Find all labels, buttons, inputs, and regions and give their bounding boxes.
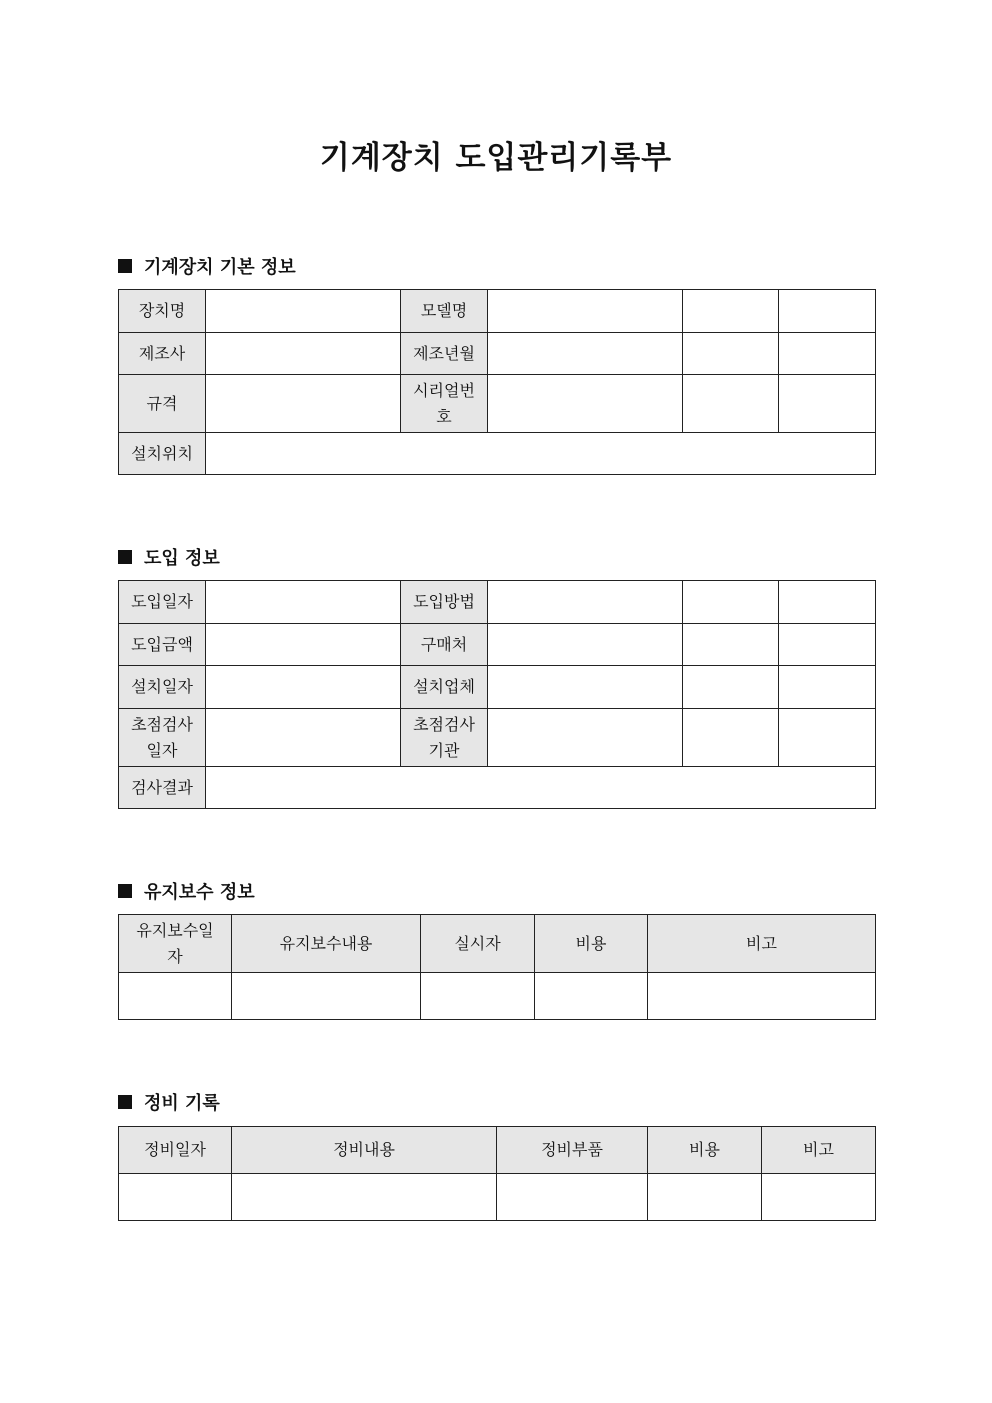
label-cell: 초점검사기관	[401, 709, 488, 767]
table-row	[119, 666, 876, 709]
section-heading-label: 유지보수 정보	[144, 882, 255, 903]
value-cell[interactable]	[683, 375, 779, 433]
label-cell: 규격	[119, 375, 206, 433]
label-cell: 구매처	[401, 624, 488, 666]
section-heading-label: 도입 정보	[144, 548, 220, 569]
basic-info-table	[118, 289, 876, 475]
section-heading-repair	[118, 1089, 220, 1115]
table-row	[119, 333, 876, 375]
table-row	[119, 581, 876, 624]
column-header: 비고	[762, 1127, 876, 1174]
table-header-row	[119, 1127, 876, 1174]
value-cell[interactable]	[648, 973, 876, 1020]
section-heading-intro	[118, 544, 220, 570]
value-cell[interactable]	[683, 666, 779, 709]
value-cell[interactable]	[779, 624, 876, 666]
section-heading-label: 기계장치 기본 정보	[144, 257, 296, 278]
label-cell: 초점검사일자	[119, 709, 206, 767]
square-bullet-icon	[118, 884, 132, 898]
column-header: 비용	[535, 915, 648, 973]
intro-info-table	[118, 580, 876, 809]
table-row	[119, 767, 876, 809]
label-cell: 제조사	[119, 333, 206, 375]
label-cell: 시리얼번호	[401, 375, 488, 433]
label-cell: 도입일자	[119, 581, 206, 624]
value-cell[interactable]	[206, 433, 876, 475]
value-cell[interactable]	[206, 624, 401, 666]
value-cell[interactable]	[535, 973, 648, 1020]
table-row	[119, 1174, 876, 1221]
value-cell[interactable]	[488, 624, 683, 666]
value-cell[interactable]	[683, 624, 779, 666]
table-row	[119, 709, 876, 767]
value-cell[interactable]	[421, 973, 535, 1020]
value-cell[interactable]	[779, 333, 876, 375]
table-row	[119, 375, 876, 433]
square-bullet-icon	[118, 550, 132, 564]
value-cell[interactable]	[762, 1174, 876, 1221]
value-cell[interactable]	[497, 1174, 648, 1221]
square-bullet-icon	[118, 1095, 132, 1109]
value-cell[interactable]	[488, 375, 683, 433]
value-cell[interactable]	[206, 333, 401, 375]
value-cell[interactable]	[488, 333, 683, 375]
value-cell[interactable]	[206, 666, 401, 709]
value-cell[interactable]	[648, 1174, 762, 1221]
value-cell[interactable]	[779, 581, 876, 624]
column-header: 비고	[648, 915, 876, 973]
value-cell[interactable]	[683, 709, 779, 767]
label-cell: 설치업체	[401, 666, 488, 709]
value-cell[interactable]	[683, 581, 779, 624]
table-header-row	[119, 915, 876, 973]
value-cell[interactable]	[488, 666, 683, 709]
value-cell[interactable]	[488, 581, 683, 624]
column-header: 정비일자	[119, 1127, 232, 1174]
table-row	[119, 433, 876, 475]
table-row	[119, 624, 876, 666]
value-cell[interactable]	[206, 581, 401, 624]
value-cell[interactable]	[779, 709, 876, 767]
value-cell[interactable]	[488, 290, 683, 333]
label-cell: 도입금액	[119, 624, 206, 666]
label-cell: 장치명	[119, 290, 206, 333]
column-header: 유지보수내용	[232, 915, 421, 973]
value-cell[interactable]	[206, 709, 401, 767]
label-cell: 검사결과	[119, 767, 206, 809]
column-header: 실시자	[421, 915, 535, 973]
column-header: 정비부품	[497, 1127, 648, 1174]
label-cell: 도입방법	[401, 581, 488, 624]
column-header: 정비내용	[232, 1127, 497, 1174]
page-title: 기계장치 도입관리기록부	[319, 140, 673, 176]
table-row	[119, 290, 876, 333]
section-heading-label: 정비 기록	[144, 1093, 220, 1114]
section-heading-basic	[118, 253, 296, 279]
value-cell[interactable]	[232, 1174, 497, 1221]
label-cell: 모델명	[401, 290, 488, 333]
value-cell[interactable]	[206, 375, 401, 433]
maintenance-table	[118, 914, 876, 1020]
value-cell[interactable]	[119, 973, 232, 1020]
value-cell[interactable]	[206, 290, 401, 333]
repair-table	[118, 1126, 876, 1221]
value-cell[interactable]	[683, 333, 779, 375]
value-cell[interactable]	[119, 1174, 232, 1221]
value-cell[interactable]	[779, 666, 876, 709]
label-cell: 설치일자	[119, 666, 206, 709]
value-cell[interactable]	[779, 375, 876, 433]
section-heading-maintenance	[118, 878, 255, 904]
value-cell[interactable]	[488, 709, 683, 767]
square-bullet-icon	[118, 259, 132, 273]
value-cell[interactable]	[232, 973, 421, 1020]
column-header: 비용	[648, 1127, 762, 1174]
label-cell: 제조년월	[401, 333, 488, 375]
table-row	[119, 973, 876, 1020]
value-cell[interactable]	[683, 290, 779, 333]
label-cell: 설치위치	[119, 433, 206, 475]
column-header: 유지보수일자	[119, 915, 232, 973]
value-cell[interactable]	[206, 767, 876, 809]
value-cell[interactable]	[779, 290, 876, 333]
